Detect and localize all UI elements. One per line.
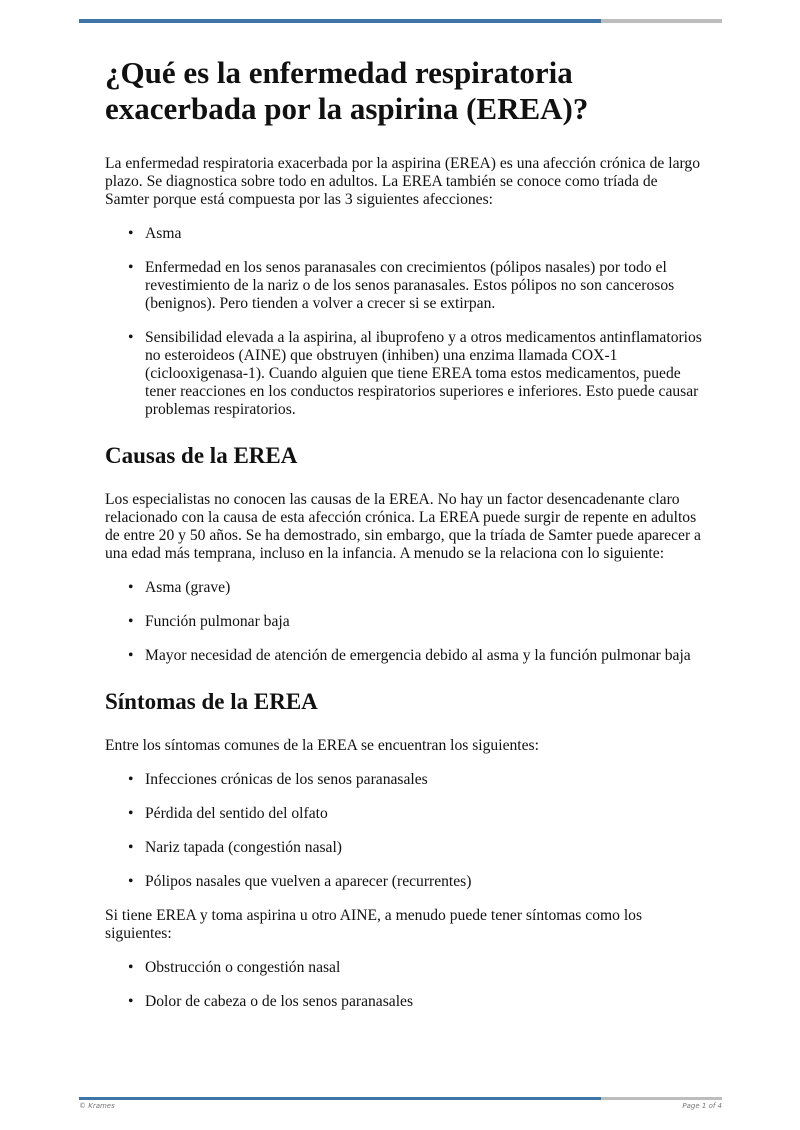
- list-item: • Pólipos nasales que vuelven a aparecer (recurrentes): [145, 873, 705, 891]
- page-number: Page 1 of 4: [682, 1102, 722, 1110]
- list-item: • Función pulmonar baja: [145, 613, 705, 631]
- footer-rule-accent: [79, 1097, 601, 1100]
- symptoms-paragraph: Entre los síntomas comunes de la EREA se encuentran los siguientes:: [105, 737, 539, 754]
- list-item: • Obstrucción o congestión nasal: [145, 959, 705, 977]
- header-rule: [79, 19, 722, 23]
- intro-paragraph: La enfermedad respiratoria exacerbada por la aspirina (EREA) es una afección crónica de largo plazo. Se diagnostica sobre todo en adultos. La EREA también se conoce como tríada de Samter porque está compuesta por las 3 siguientes afecciones:: [105, 155, 700, 208]
- symptoms-heading: Síntomas de la EREA: [105, 689, 318, 714]
- copyright-text: © Krames: [79, 1102, 115, 1110]
- page-footer: [79, 1102, 722, 1110]
- header-rule-secondary: [601, 19, 722, 23]
- list-item: • Enfermedad en los senos paranasales con crecimientos (pólipos nasales) por todo el revestimiento de la nariz o de los senos paranasales. Estos pólipos no son cancerosos (benignos). Pero tienden a volver a crecer si se extirpan.: [145, 259, 705, 313]
- causes-list: [105, 579, 705, 665]
- list-item: • Mayor necesidad de atención de emergencia debido al asma y la función pulmonar baja: [145, 647, 705, 665]
- page-title: ¿Qué es la enfermedad respiratoria exacerbada por la aspirina (EREA)?: [105, 55, 589, 126]
- footer-rule: [79, 1097, 722, 1100]
- symptoms-list: [105, 771, 705, 891]
- header-rule-accent: [79, 19, 601, 23]
- list-item: • Infecciones crónicas de los senos paranasales: [145, 771, 705, 789]
- list-item: • Asma: [145, 225, 705, 243]
- causes-paragraph: Los especialistas no conocen las causas de la EREA. No hay un factor desencadenante claro relacionado con la causa de esta afección crónica. La EREA puede surgir de repente en adultos de entre 20 y 50 años. Se ha demostrado, sin embargo, que la tríada de Samter puede aparecer a una edad más temprana, incluso en la infancia. A menudo se la relaciona con lo siguiente:: [105, 491, 701, 562]
- intro-list: [105, 225, 705, 419]
- list-item: • Nariz tapada (congestión nasal): [145, 839, 705, 857]
- document-body: [105, 55, 705, 1027]
- nsaid-symptoms-list: [105, 959, 705, 1011]
- list-item: • Asma (grave): [145, 579, 705, 597]
- footer-rule-secondary: [601, 1097, 722, 1100]
- list-item: • Pérdida del sentido del olfato: [145, 805, 705, 823]
- list-item: • Sensibilidad elevada a la aspirina, al ibuprofeno y a otros medicamentos antinflamatorios no esteroideos (AINE) que obstruyen (inhiben) una enzima llamada COX-1 (ciclooxigenasa-1). Cuando alguien que tiene EREA toma estos medicamentos, puede tener reacciones en los conductos respiratorios superiores e inferiores. Esto puede causar problemas respiratorios.: [145, 329, 705, 419]
- causes-heading: Causas de la EREA: [105, 443, 298, 468]
- nsaid-symptoms-paragraph: Si tiene EREA y toma aspirina u otro AINE, a menudo puede tener síntomas como los siguientes:: [105, 907, 643, 942]
- list-item: • Dolor de cabeza o de los senos paranasales: [145, 993, 705, 1011]
